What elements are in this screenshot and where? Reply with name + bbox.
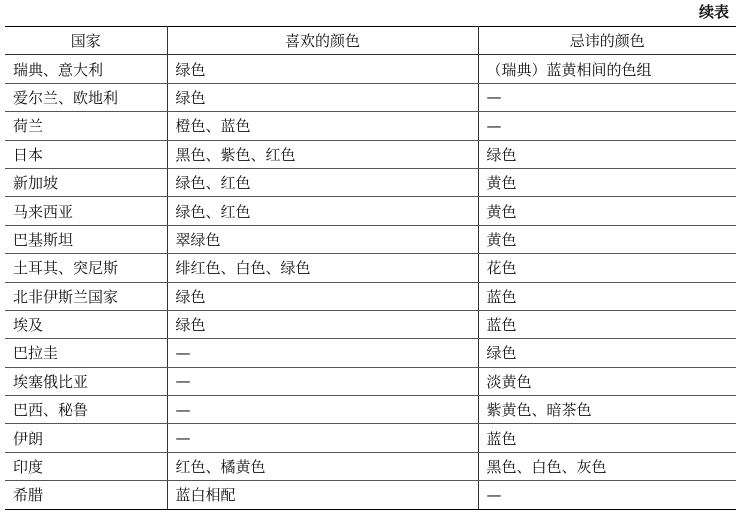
liked-colors-cell: 绿色、红色	[167, 197, 478, 225]
table-row	[5, 339, 736, 367]
header-taboo-colors: 忌讳的颜色	[478, 27, 736, 55]
liked-colors-cell: —	[167, 339, 478, 367]
country-cell: 荷兰	[5, 112, 167, 140]
country-cell: 巴基斯坦	[5, 225, 167, 253]
taboo-colors-cell: —	[478, 83, 736, 111]
country-cell: 爱尔兰、欧地利	[5, 83, 167, 111]
taboo-colors-cell: 绿色	[478, 339, 736, 367]
liked-colors-cell: —	[167, 367, 478, 395]
liked-colors-cell: —	[167, 424, 478, 452]
header-liked-colors: 喜欢的颜色	[167, 27, 478, 55]
table-row	[5, 396, 736, 424]
color-preference-table	[5, 26, 736, 510]
table-row	[5, 254, 736, 282]
liked-colors-cell: 红色、橘黄色	[167, 452, 478, 480]
liked-colors-cell: 绿色	[167, 282, 478, 310]
liked-colors-cell: —	[167, 396, 478, 424]
continued-label: 续表	[698, 3, 729, 21]
table-row	[5, 225, 736, 253]
liked-colors-cell: 绿色、红色	[167, 168, 478, 196]
table-row	[5, 168, 736, 196]
taboo-colors-cell: 黄色	[478, 225, 736, 253]
table-row	[5, 367, 736, 395]
country-cell: 印度	[5, 452, 167, 480]
country-cell: 马来西亚	[5, 197, 167, 225]
taboo-colors-cell: 蓝色	[478, 424, 736, 452]
table-row	[5, 83, 736, 111]
table-row	[5, 55, 736, 83]
liked-colors-cell: 绿色	[167, 83, 478, 111]
country-cell: 北非伊斯兰国家	[5, 282, 167, 310]
liked-colors-cell: 绿色	[167, 310, 478, 338]
country-cell: 巴拉圭	[5, 339, 167, 367]
taboo-colors-cell: 蓝色	[478, 282, 736, 310]
country-cell: 巴西、秘鲁	[5, 396, 167, 424]
taboo-colors-cell: 蓝色	[478, 310, 736, 338]
taboo-colors-cell: —	[478, 112, 736, 140]
country-cell: 瑞典、意大利	[5, 55, 167, 83]
table-header-row	[5, 27, 736, 55]
table-row	[5, 310, 736, 338]
taboo-colors-cell: 绿色	[478, 140, 736, 168]
table-row	[5, 140, 736, 168]
country-cell: 埃塞俄比亚	[5, 367, 167, 395]
taboo-colors-cell: （瑞典）蓝黄相间的色组	[478, 55, 736, 83]
liked-colors-cell: 翠绿色	[167, 225, 478, 253]
table-row	[5, 424, 736, 452]
liked-colors-cell: 黑色、紫色、红色	[167, 140, 478, 168]
country-cell: 希腊	[5, 481, 167, 509]
taboo-colors-cell: 黄色	[478, 197, 736, 225]
taboo-colors-cell: 黑色、白色、灰色	[478, 452, 736, 480]
country-cell: 日本	[5, 140, 167, 168]
country-cell: 土耳其、突尼斯	[5, 254, 167, 282]
taboo-colors-cell: 紫黄色、暗茶色	[478, 396, 736, 424]
taboo-colors-cell: —	[478, 481, 736, 509]
country-cell: 新加坡	[5, 168, 167, 196]
liked-colors-cell: 绿色	[167, 55, 478, 83]
table-row	[5, 452, 736, 480]
liked-colors-cell: 绯红色、白色、绿色	[167, 254, 478, 282]
taboo-colors-cell: 淡黄色	[478, 367, 736, 395]
table-row	[5, 282, 736, 310]
table-row	[5, 112, 736, 140]
country-cell: 埃及	[5, 310, 167, 338]
liked-colors-cell: 蓝白相配	[167, 481, 478, 509]
table-body	[5, 55, 736, 509]
table-row	[5, 481, 736, 509]
taboo-colors-cell: 黄色	[478, 168, 736, 196]
table-row	[5, 197, 736, 225]
liked-colors-cell: 橙色、蓝色	[167, 112, 478, 140]
header-country: 国家	[5, 27, 167, 55]
taboo-colors-cell: 花色	[478, 254, 736, 282]
country-cell: 伊朗	[5, 424, 167, 452]
